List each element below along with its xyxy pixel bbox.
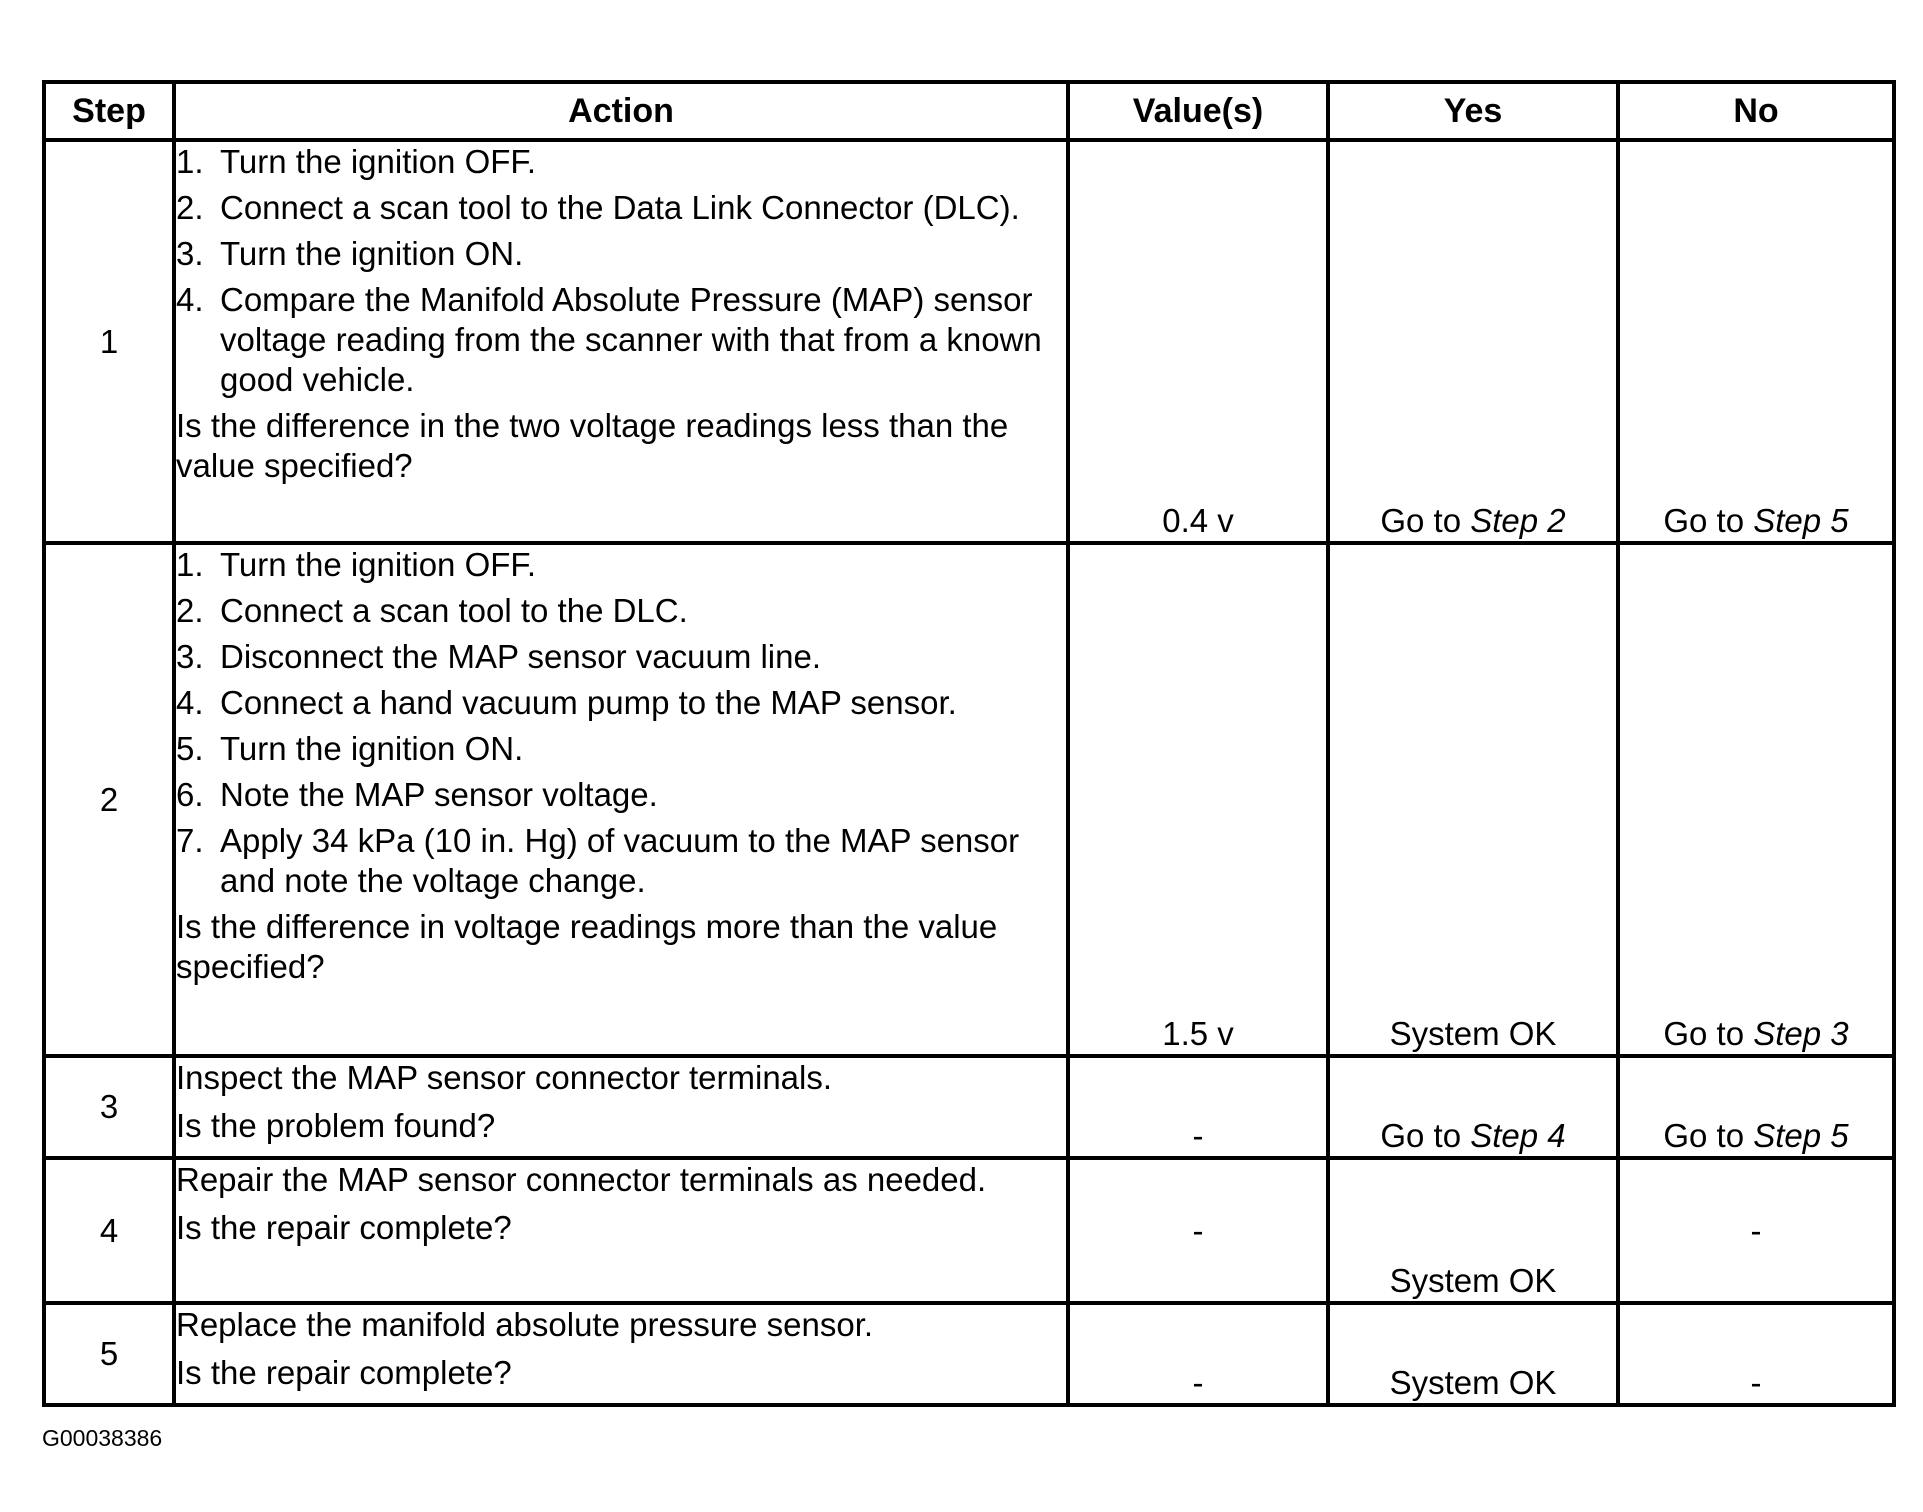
no-cell: - xyxy=(1618,1158,1894,1303)
item-text: Note the MAP sensor voltage. xyxy=(220,776,658,813)
item-number: 4. xyxy=(176,684,204,721)
goto-prefix: Go to xyxy=(1663,1015,1754,1052)
value-cell: - xyxy=(1068,1303,1328,1405)
list-item xyxy=(176,142,1066,182)
item-number: 3. xyxy=(176,235,204,272)
action-steps-list xyxy=(176,142,1066,400)
header-no: No xyxy=(1618,82,1894,140)
item-number: 7. xyxy=(176,822,204,859)
item-text: Connect a scan tool to the Data Link Connector (DLC). xyxy=(220,189,1020,226)
item-number: 2. xyxy=(176,592,204,629)
item-text: Disconnect the MAP sensor vacuum line. xyxy=(220,638,822,675)
table-row xyxy=(44,1056,1894,1158)
action-line: Inspect the MAP sensor connector terminals. xyxy=(176,1059,833,1096)
action-question: Is the difference in voltage readings more than the value specified? xyxy=(176,908,998,985)
header-values: Value(s) xyxy=(1068,82,1328,140)
list-item xyxy=(176,234,1066,274)
header-step: Step xyxy=(44,82,174,140)
goto-step-link: Step 3 xyxy=(1753,1015,1849,1052)
item-number: 1. xyxy=(176,546,204,583)
action-line: Replace the manifold absolute pressure sensor. xyxy=(176,1306,874,1343)
goto-prefix: Go to xyxy=(1380,502,1471,539)
item-number: 3. xyxy=(176,638,204,675)
action-question: Is the problem found? xyxy=(176,1107,496,1144)
goto-step-link: Step 5 xyxy=(1753,1117,1849,1154)
item-text: Turn the ignition OFF. xyxy=(220,143,537,180)
item-text: Apply 34 kPa (10 in. Hg) of vacuum to the MAP sensor and note the voltage change. xyxy=(220,822,1020,899)
item-text: Turn the ignition ON. xyxy=(220,730,524,767)
list-item xyxy=(176,188,1066,228)
list-item xyxy=(176,280,1066,400)
yes-cell xyxy=(1328,1056,1618,1158)
action-steps-list xyxy=(176,545,1066,901)
item-text: Connect a hand vacuum pump to the MAP sensor. xyxy=(220,684,957,721)
list-item xyxy=(176,591,1066,631)
action-cell xyxy=(174,543,1068,1056)
goto-step-link: Step 2 xyxy=(1470,502,1566,539)
no-cell xyxy=(1618,1056,1894,1158)
goto-prefix: Go to xyxy=(1380,1117,1471,1154)
action-question: Is the difference in the two voltage readings less than the value specified? xyxy=(176,407,1009,484)
list-item xyxy=(176,775,1066,815)
goto-prefix: Go to xyxy=(1663,502,1754,539)
item-text: Compare the Manifold Absolute Pressure (MAP) sensor voltage reading from the scanner with that from a known good vehicle. xyxy=(220,281,1042,398)
figure-id: G00038386 xyxy=(42,1425,163,1451)
value-cell: 1.5 v xyxy=(1068,543,1328,1056)
header-action: Action xyxy=(174,82,1068,140)
action-question: Is the repair complete? xyxy=(176,1209,512,1246)
list-item xyxy=(176,637,1066,677)
value-cell: - xyxy=(1068,1056,1328,1158)
item-text: Turn the ignition OFF. xyxy=(220,546,537,583)
list-item xyxy=(176,683,1066,723)
header-yes: Yes xyxy=(1328,82,1618,140)
yes-cell: System OK xyxy=(1328,1158,1618,1303)
table-header-row xyxy=(44,82,1894,140)
action-cell xyxy=(174,140,1068,543)
action-cell xyxy=(174,1158,1068,1303)
goto-step-link: Step 5 xyxy=(1753,502,1849,539)
action-question: Is the repair complete? xyxy=(176,1354,512,1391)
goto-prefix: Go to xyxy=(1663,1117,1754,1154)
step-number: 2 xyxy=(44,543,174,1056)
step-number: 1 xyxy=(44,140,174,543)
goto-step-link: Step 4 xyxy=(1470,1117,1566,1154)
no-cell xyxy=(1618,140,1894,543)
item-number: 6. xyxy=(176,776,204,813)
step-number: 5 xyxy=(44,1303,174,1405)
diagnostic-table xyxy=(42,80,1896,1407)
item-text: Turn the ignition ON. xyxy=(220,235,524,272)
yes-cell: System OK xyxy=(1328,1303,1618,1405)
item-number: 5. xyxy=(176,730,204,767)
action-line: Repair the MAP sensor connector terminals as needed. xyxy=(176,1161,987,1198)
list-item xyxy=(176,729,1066,769)
no-cell: - xyxy=(1618,1303,1894,1405)
table-row xyxy=(44,543,1894,1056)
diagnostic-table-container xyxy=(42,80,1892,1407)
item-number: 2. xyxy=(176,189,204,226)
action-cell xyxy=(174,1303,1068,1405)
step-number: 3 xyxy=(44,1056,174,1158)
step-number: 4 xyxy=(44,1158,174,1303)
list-item xyxy=(176,821,1066,901)
yes-cell xyxy=(1328,140,1618,543)
table-row xyxy=(44,1303,1894,1405)
table-row xyxy=(44,1158,1894,1303)
action-cell xyxy=(174,1056,1068,1158)
value-cell: 0.4 v xyxy=(1068,140,1328,543)
item-text: Connect a scan tool to the DLC. xyxy=(220,592,688,629)
table-row xyxy=(44,140,1894,543)
yes-cell: System OK xyxy=(1328,543,1618,1056)
value-cell: - xyxy=(1068,1158,1328,1303)
item-number: 1. xyxy=(176,143,204,180)
no-cell xyxy=(1618,543,1894,1056)
list-item xyxy=(176,545,1066,585)
item-number: 4. xyxy=(176,281,204,318)
